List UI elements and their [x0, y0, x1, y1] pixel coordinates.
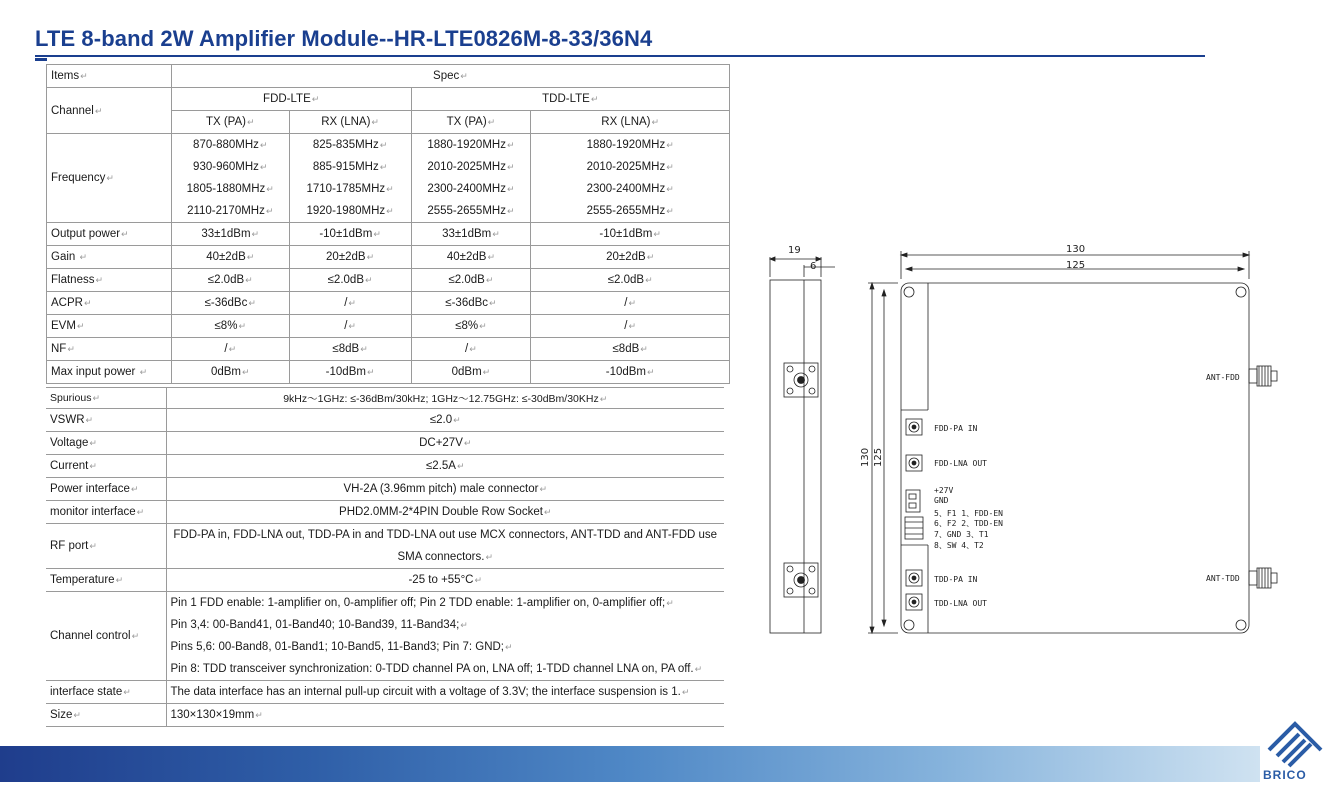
size-label: Size↵: [46, 704, 166, 727]
row-value: ≤2.0dB↵: [171, 269, 289, 292]
tdd-rx-header: RX (LNA)↵: [531, 111, 730, 134]
row-label: Flatness↵: [47, 269, 172, 292]
channel-control-value: Pin 1 FDD enable: 1-amplifier on, 0-amplifier off; Pin 2 TDD enable: 1-amplifier on, 0-amplifier off;↵ Pin 3,4: 00-Band41, 01-Band40; 10-Band39, 11-Band34;↵ Pins 5,6: 00-Band8, 01-Band1; 10-Band5, 11-Band3; Pin 7: GND;↵ Pin 8: TDD transceiver synchronization: 0-TDD channel PA on, LNA off; 1-TDD channel LNA on, PA off.↵: [166, 592, 724, 681]
spec-header: Spec↵: [171, 65, 729, 88]
row-value: /↵: [411, 338, 531, 361]
side-view: [770, 257, 835, 633]
general-spec-table: [46, 387, 724, 727]
table-row: [47, 223, 730, 246]
row-value: ≤-36dBc↵: [171, 292, 289, 315]
page-title: LTE 8-band 2W Amplifier Module--HR-LTE0826M-8-33/36N4: [35, 26, 653, 51]
row-value: 40±2dB↵: [171, 246, 289, 269]
row-value: ≤8dB↵: [531, 338, 730, 361]
row-value: ≤2.0dB↵: [289, 269, 411, 292]
freq-cell: 2010-2025MHz↵: [531, 156, 730, 178]
dim-130-top: 130: [1066, 244, 1086, 255]
pin-row: 6、F2 2、TDD-EN: [934, 519, 1003, 528]
ant-tdd-label: ANT-TDD: [1206, 574, 1240, 583]
dim-125-side: 125: [873, 447, 884, 467]
frequency-label: Frequency↵: [47, 134, 172, 223]
spurious-label: Spurious↵: [46, 388, 166, 409]
interface-state-value: The data interface has an internal pull-up circuit with a voltage of 3.3V; the interface suspension is 1.↵: [166, 681, 724, 704]
row-value: -10±1dBm↵: [289, 223, 411, 246]
dim-125-top: 125: [1066, 260, 1086, 271]
row-label: EVM↵: [47, 315, 172, 338]
dim-130-side: 130: [860, 447, 871, 467]
power-interface-value: VH-2A (3.96mm pitch) male connector↵: [166, 478, 724, 501]
row-value: ≤8%↵: [171, 315, 289, 338]
row-value: 33±1dBm↵: [171, 223, 289, 246]
freq-cell: 930-960MHz↵: [171, 156, 289, 178]
table-row: [47, 361, 730, 384]
temperature-label: Temperature↵: [46, 569, 166, 592]
row-label: Max input power ↵: [47, 361, 172, 384]
current-label: Current↵: [46, 455, 166, 478]
freq-cell: 2300-2400MHz↵: [411, 178, 531, 200]
voltage-value: DC+27V↵: [166, 432, 724, 455]
rf-port-label: RF port↵: [46, 524, 166, 569]
row-value: -10dBm↵: [289, 361, 411, 384]
channel-label: Channel↵: [47, 88, 172, 134]
row-value: 33±1dBm↵: [411, 223, 531, 246]
fdd-tx-header: TX (PA)↵: [171, 111, 289, 134]
row-value: ≤8%↵: [411, 315, 531, 338]
table-row: [47, 292, 730, 315]
mechanical-drawing: [760, 235, 1300, 645]
freq-cell: 870-880MHz↵: [171, 134, 289, 157]
fdd-header: FDD-LTE↵: [171, 88, 411, 111]
vswr-label: VSWR↵: [46, 409, 166, 432]
spurious-value: 9kHz～1GHz: ≤-36dBm/30kHz; 1GHz～12.75GHz: ≤-30dBm/30KHz↵: [166, 388, 724, 409]
row-value: ≤-36dBc↵: [411, 292, 531, 315]
row-value: /↵: [531, 292, 730, 315]
voltage-label: Voltage↵: [46, 432, 166, 455]
tdd-lna-out-label: TDD-LNA OUT: [934, 599, 987, 608]
gnd-label: GND: [934, 496, 949, 505]
table-row: [47, 246, 730, 269]
rf-port-value: FDD-PA in, FDD-LNA out, TDD-PA in and TDD-LNA out use MCX connectors, ANT-TDD and ANT-FDD use SMA connectors.↵: [166, 524, 724, 569]
brico-logo-text: BRICO: [1263, 768, 1307, 782]
freq-cell: 1880-1920MHz↵: [411, 134, 531, 157]
freq-cell: 2555-2655MHz↵: [531, 200, 730, 223]
freq-cell: 1805-1880MHz↵: [171, 178, 289, 200]
row-value: ≤8dB↵: [289, 338, 411, 361]
rf-spec-table: [46, 64, 730, 384]
monitor-interface-label: monitor interface↵: [46, 501, 166, 524]
tdd-header: TDD-LTE↵: [411, 88, 729, 111]
row-label: Gain ↵: [47, 246, 172, 269]
dim-6: 6: [810, 261, 817, 272]
tdd-pa-in-label: TDD-PA IN: [934, 575, 978, 584]
dim-19: 19: [788, 245, 801, 256]
footer-gradient-bar: [0, 746, 1260, 782]
row-value: ≤2.0dB↵: [411, 269, 531, 292]
row-value: 20±2dB↵: [289, 246, 411, 269]
table-row: [47, 269, 730, 292]
fdd-rx-header: RX (LNA)↵: [289, 111, 411, 134]
tdd-tx-header: TX (PA)↵: [411, 111, 531, 134]
temperature-value: -25 to +55°C↵: [166, 569, 724, 592]
freq-cell: 825-835MHz↵: [289, 134, 411, 157]
vswr-value: ≤2.0↵: [166, 409, 724, 432]
interface-state-label: interface state↵: [46, 681, 166, 704]
table-row: [47, 338, 730, 361]
freq-cell: 2300-2400MHz↵: [531, 178, 730, 200]
current-value: ≤2.5A↵: [166, 455, 724, 478]
freq-cell: 1880-1920MHz↵: [531, 134, 730, 157]
freq-cell: 2110-2170MHz↵: [171, 200, 289, 223]
power-27v-label: +27V: [934, 486, 954, 495]
freq-cell: 1710-1785MHz↵: [289, 178, 411, 200]
freq-cell: 2010-2025MHz↵: [411, 156, 531, 178]
row-label: Output power↵: [47, 223, 172, 246]
row-value: /↵: [531, 315, 730, 338]
channel-control-label: Channel control↵: [46, 592, 166, 681]
row-value: /↵: [289, 292, 411, 315]
pin-row: 7、GND 3、T1: [934, 530, 989, 539]
row-value: ≤2.0dB↵: [531, 269, 730, 292]
freq-cell: 2555-2655MHz↵: [411, 200, 531, 223]
row-value: 0dBm↵: [411, 361, 531, 384]
table-row: [47, 315, 730, 338]
row-value: -10±1dBm↵: [531, 223, 730, 246]
row-value: /↵: [171, 338, 289, 361]
power-interface-label: Power interface↵: [46, 478, 166, 501]
pin-row: 8、SW 4、T2: [934, 541, 984, 550]
row-value: 40±2dB↵: [411, 246, 531, 269]
pin-row: 5、F1 1、FDD-EN: [934, 509, 1003, 518]
monitor-interface-value: PHD2.0MM-2*4PIN Double Row Socket↵: [166, 501, 724, 524]
items-header: Items↵: [47, 65, 172, 88]
freq-cell: 885-915MHz↵: [289, 156, 411, 178]
fdd-pa-in-label: FDD-PA IN: [934, 424, 978, 433]
freq-cell: 1920-1980MHz↵: [289, 200, 411, 223]
fdd-lna-out-label: FDD-LNA OUT: [934, 459, 987, 468]
row-label: NF↵: [47, 338, 172, 361]
row-value: 20±2dB↵: [531, 246, 730, 269]
row-value: -10dBm↵: [531, 361, 730, 384]
title-marker: [35, 58, 47, 61]
row-label: ACPR↵: [47, 292, 172, 315]
size-value: 130×130×19mm↵: [166, 704, 724, 727]
title-underline: [35, 55, 1205, 57]
row-value: 0dBm↵: [171, 361, 289, 384]
ant-fdd-label: ANT-FDD: [1206, 373, 1240, 382]
row-value: /↵: [289, 315, 411, 338]
